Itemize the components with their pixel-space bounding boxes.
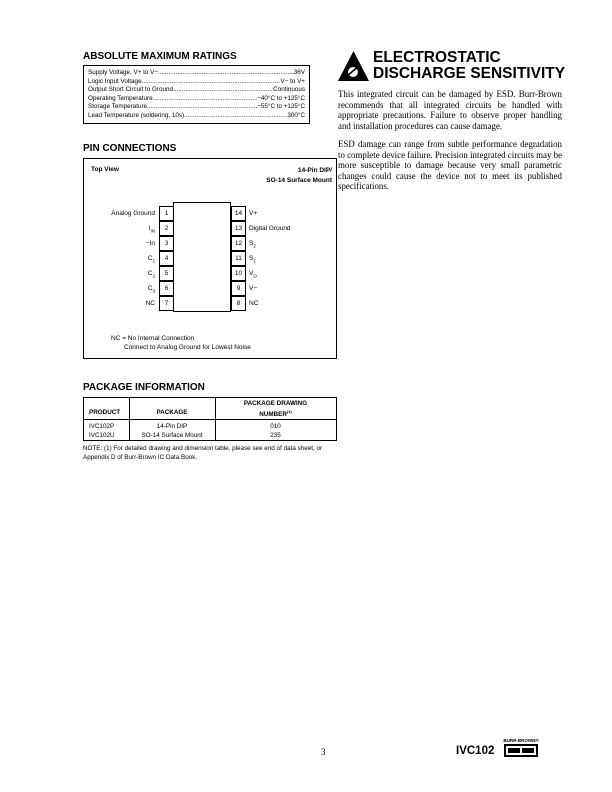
pin-number: 1 (159, 206, 174, 221)
rating-row: Storage Temperature ..... −55°C to +125°C (88, 103, 305, 112)
package-cell: SO-14 Surface Mount (141, 432, 203, 439)
esd-paragraph-1: This integrated circuit can be damaged by ESD. Burr-Brown recommends that all integrated circuits be handled with appropriate precautions. Failure to observe proper handling and installation procedures can cause damage. (338, 89, 562, 131)
product-cell: IVC102U (89, 432, 115, 439)
pin-label: $S_2$ (249, 240, 256, 249)
pin-number: 4 (159, 251, 174, 266)
pin-number: 10 (231, 266, 246, 281)
pin-label: V− (249, 285, 258, 292)
pin-label: $C_3$ (147, 285, 155, 294)
rating-row: Operating Temperature ..... −40°C to +125°C (88, 95, 305, 104)
pin-number: 5 (159, 266, 174, 281)
pin-label: $C_1$ (147, 255, 155, 264)
pin-number: 13 (231, 221, 246, 236)
col-drawing: PACKAGE DRAWING NUMBER$^{(1)}$ (243, 400, 308, 419)
col-product: PRODUCT (89, 409, 121, 416)
pin-diagram-box (83, 158, 337, 359)
pin-label: NC (145, 300, 155, 307)
burr-brown-logo: BURR-BROWN® (500, 738, 542, 757)
pin-number: 8 (231, 296, 246, 311)
pin-label: NC (249, 300, 259, 307)
pin-number: 7 (159, 296, 174, 311)
pin-label: Digital Ground (249, 225, 291, 232)
pin-label: $S_1$ (249, 255, 256, 264)
chip-body (173, 202, 231, 312)
part-number: IVC102 (456, 745, 495, 757)
top-view-label: Top View (91, 166, 119, 173)
pin-label: $V_O$ (249, 270, 257, 279)
pin-number: 6 (159, 281, 174, 296)
pin-number: 11 (231, 251, 246, 266)
ratings-box (83, 65, 310, 124)
rating-row: Lead Temperature (soldering, 10s) ..... 300°C (88, 112, 305, 121)
esd-paragraph-2: ESD damage can range from subtle performance degradation to complete device failure. Precision integrated circuits may be more susceptible to damage because very small parametric changes could cause the device not to meet its published specifications. (338, 139, 563, 192)
pin-number: 3 (159, 236, 174, 251)
package-info-heading: PACKAGE INFORMATION (83, 382, 205, 393)
pin-label: $I_{IN}$ (148, 225, 155, 234)
package-label: 14-Pin DIP/ SO-14 Surface Mount (266, 167, 332, 184)
pin-number: 9 (231, 281, 246, 296)
drawing-cell: 235 (270, 432, 281, 439)
pin-label: Analog Ground (111, 210, 155, 217)
product-cell: IVC102P (89, 423, 115, 430)
pin-number: 12 (231, 236, 246, 251)
nc-note: NC = No Internal Connection Connect to Analog Ground for Lowest Noise (111, 335, 251, 351)
package-note: NOTE: (1) For detailed drawing and dimension table, please see end of data sheet, or Appendix D of Burr-Brown IC Data Book. (83, 445, 323, 461)
ratings-heading: ABSOLUTE MAXIMUM RATINGS (83, 51, 237, 62)
pin-number: 14 (231, 206, 246, 221)
rating-row: Supply Voltage, V+ to V− ..... 36V (88, 69, 305, 78)
pin-connections-heading: PIN CONNECTIONS (83, 143, 177, 154)
pin-number: 2 (159, 221, 174, 236)
package-cell: 14-Pin DIP (156, 423, 188, 430)
package-table (83, 397, 337, 441)
page-number: 3 (321, 747, 326, 757)
drawing-cell: 010 (270, 423, 281, 430)
pin-label: $C_2$ (147, 270, 155, 279)
pin-label: −In (145, 240, 155, 247)
col-package: PACKAGE (156, 409, 188, 416)
pin-label: V+ (249, 210, 258, 217)
esd-title: ELECTROSTATIC DISCHARGE SENSITIVITY (373, 49, 566, 82)
rating-row: Logic Input Voltage ..... V− to V+ (88, 78, 305, 87)
rating-row: Output Short Circuit to Ground ..... Continuous (88, 86, 305, 95)
esd-warning-icon (337, 50, 370, 82)
